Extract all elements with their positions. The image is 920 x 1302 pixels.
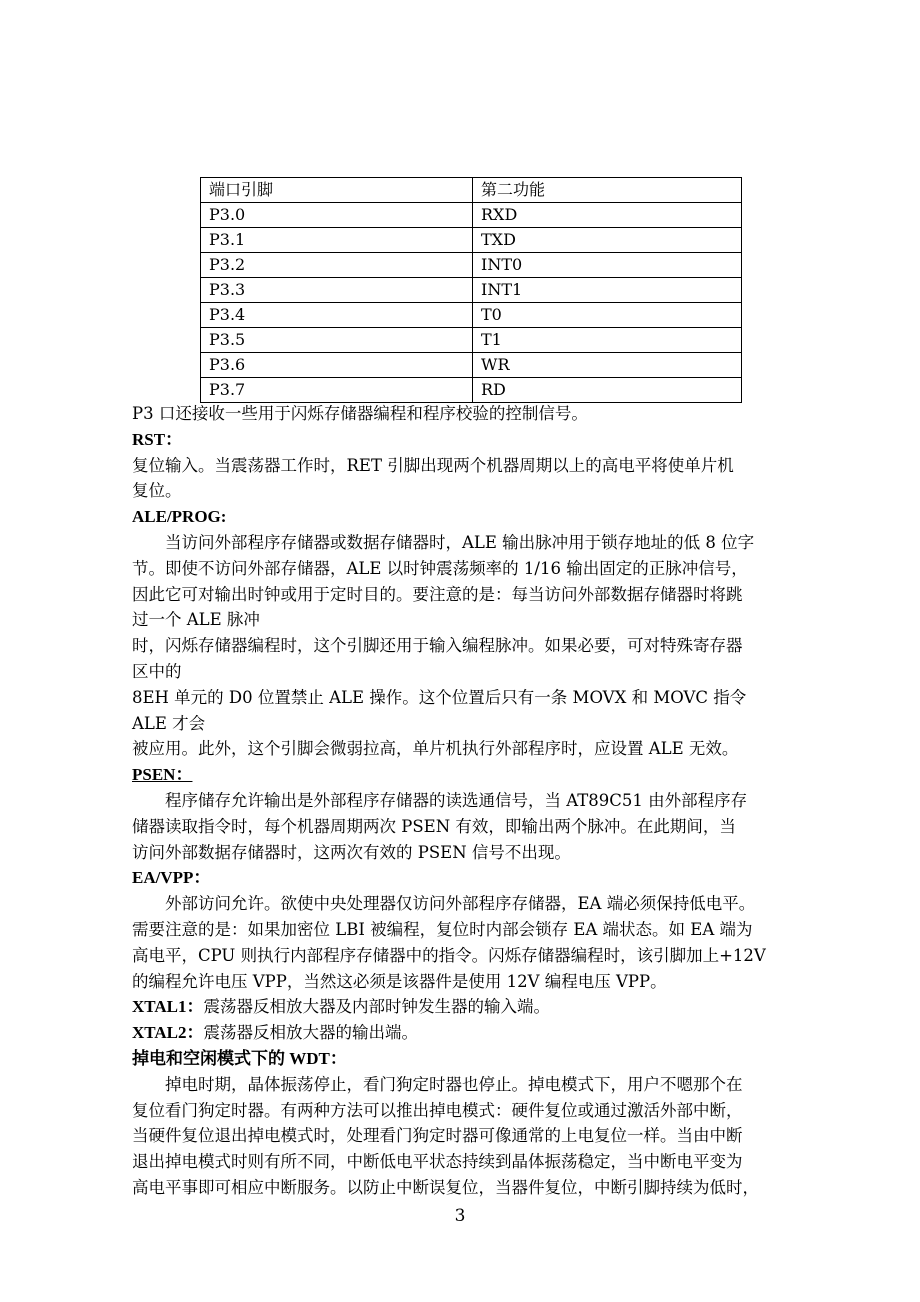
text-line: 被应用。此外，这个引脚会微弱拉高，单片机执行外部程序时，应设置 ALE 无效。: [132, 739, 739, 759]
pin-cell: P3.7: [201, 378, 473, 403]
text-line: 需要注意的是：如果加密位 LBI 被编程，复位时内部会锁存 EA 端状态。如 EA 端为: [132, 919, 753, 939]
header-port-pin: 端口引脚: [201, 178, 473, 203]
text-line: 复位看门狗定时器。有两种方法可以推出掉电模式：硬件复位或通过激活外部中断，: [132, 1100, 743, 1120]
heading-rst: RST：: [132, 429, 183, 449]
text-line: 外部访问允许。欲使中央处理器仅访问外部程序存储器，EA 端必须保持低电平。: [165, 894, 756, 914]
pin-cell: P3.6: [201, 353, 473, 378]
p3-note: P3 口还接收一些用于闪烁存储器编程和程序校验的控制信号。: [132, 404, 588, 423]
text-line: 复位输入。当震荡器工作时，RET 引脚出现两个机器周期以上的高电平将使单片机: [132, 455, 734, 475]
heading-power-down-wdt: 掉电和空闲模式下的 WDT：: [132, 1048, 347, 1068]
text-line: 退出掉电模式时则有所不同，中断低电平状态持续到晶体振荡稳定，当中断电平变为: [132, 1152, 743, 1172]
xtal2-line: [132, 1020, 812, 1046]
body-text: [132, 401, 812, 1201]
text-line: 因此它可对输出时钟或用于定时目的。要注意的是：每当访问外部数据存储器时将跳: [132, 584, 743, 604]
text-line: 过一个 ALE 脉冲: [132, 610, 260, 630]
table-row: [201, 378, 742, 403]
text-line: 时，闪烁存储器编程时，这个引脚还用于输入编程脉冲。如果必要，可对特殊寄存器: [132, 636, 743, 656]
table-header-row: [201, 178, 742, 203]
pin-cell: P3.5: [201, 328, 473, 353]
heading-psen: PSEN：: [132, 765, 193, 785]
xtal1-desc: 震荡器反相放大器及内部时钟发生器的输入端。: [203, 997, 550, 1017]
table-row: [201, 278, 742, 303]
text-line: 当访问外部程序存储器或数据存储器时，ALE 输出脉冲用于锁存地址的低 8 位字: [165, 532, 755, 552]
xtal1-line: [132, 994, 812, 1020]
text-line: 当硬件复位退出掉电模式时，处理看门狗定时器可像通常的上电复位一样。当由中断: [132, 1126, 743, 1146]
table-row: [201, 328, 742, 353]
table-row: [201, 353, 742, 378]
text-line: ALE 才会: [132, 713, 206, 733]
text-line: 的编程允许电压 VPP，当然这必须是该器件是使用 12V 编程电压 VPP。: [132, 971, 667, 991]
pin-cell: P3.3: [201, 278, 473, 303]
xtal2-label: XTAL2：: [132, 1023, 204, 1043]
function-cell: WR: [473, 353, 742, 378]
xtal2-desc: 震荡器反相放大器的输出端。: [203, 1023, 418, 1043]
function-cell: INT1: [473, 278, 742, 303]
text-line: 高电平，CPU 则执行内部程序存储器中的指令。闪烁存储器编程时，该引脚加上+12V: [132, 945, 766, 965]
p3-pin-table: [200, 177, 742, 403]
text-line: 区中的: [132, 661, 182, 681]
function-cell: INT0: [473, 253, 742, 278]
table-row: [201, 253, 742, 278]
function-cell: RD: [473, 378, 742, 403]
heading-ea-vpp: EA/VPP：: [132, 868, 211, 888]
function-cell: T1: [473, 328, 742, 353]
heading-ale-prog: ALE/PROG:: [132, 507, 227, 527]
pin-cell: P3.1: [201, 228, 473, 253]
text-line: 储器读取指令时，每个机器周期两次 PSEN 有效，即输出两个脉冲。在此期间，当: [132, 816, 736, 836]
text-line: 节。即使不访问外部存储器，ALE 以时钟震荡频率的 1/16 输出固定的正脉冲信号，: [132, 558, 748, 578]
pin-cell: P3.2: [201, 253, 473, 278]
xtal1-label: XTAL1：: [132, 997, 204, 1017]
text-line: 程序储存允许输出是外部程序存储器的读选通信号，当 AT89C51 由外部程序存: [165, 790, 748, 810]
function-cell: TXD: [473, 228, 742, 253]
text-line: 访问外部数据存储器时，这两次有效的 PSEN 信号不出现。: [132, 842, 571, 862]
text-line: 掉电时期，晶体振荡停止，看门狗定时器也停止。掉电模式下，用户不嗯那个在: [165, 1074, 743, 1094]
text-line: 8EH 单元的 D0 位置禁止 ALE 操作。这个位置后只有一条 MOVX 和 MOVC 指令: [132, 687, 747, 707]
table-row: [201, 203, 742, 228]
page-number: 3: [454, 1206, 466, 1226]
pin-cell: P3.0: [201, 203, 473, 228]
header-second-function: 第二功能: [473, 178, 742, 203]
pin-cell: P3.4: [201, 303, 473, 328]
table-row: [201, 303, 742, 328]
function-cell: RXD: [473, 203, 742, 228]
text-line: 高电平事即可相应中断服务。以防止中断误复位，当器件复位，中断引脚持续为低时，: [132, 1177, 759, 1197]
function-cell: T0: [473, 303, 742, 328]
table-row: [201, 228, 742, 253]
text-line: 复位。: [132, 481, 182, 501]
